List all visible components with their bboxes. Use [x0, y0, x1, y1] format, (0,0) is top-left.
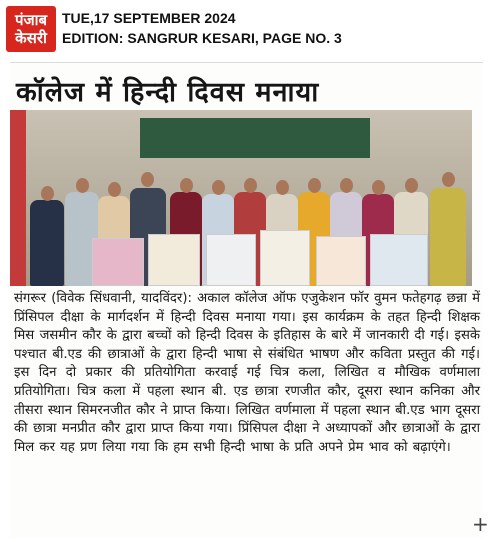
edition-info: EDITION: SANGRUR KESARI, PAGE NO. 3	[62, 30, 342, 46]
photo-head	[108, 182, 121, 197]
news-clipping	[10, 62, 483, 538]
article-body: संगरूर (विवेक सिंधवानी, यादविंदर): अकाल कॉलेज ऑफ एजुकेशन फॉर वुमन फतेहगढ़ छन्ना में प्रिंसिपल दीक्षा के मार्गदर्शन में हिन्दी दिवस मनाया गया। इस कार्यक्रम के तहत हिन्दी शिक्षक मिस जसमीन कौर के द्वारा बच्चों को हिन्दी दिवस के इतिहास के बारे में जानकारी दी गई। इसके पश्चात बी.एड की छात्राओं के द्वारा हिन्दी भाषा से संबंधित भाषण और कविता प्रस्तुत की गई। इस दिन दो प्रकार की प्रतियोगिता करवाई गई चित्र कला, लिखित व मौखिक वर्णमाला प्रतियोगिता। चित्र कला में पहला स्थान बी. एड छात्रा रणजीत कौर, दूसरा स्थान कनिका और तीसरा स्थान सिमरनजीत कौर ने प्राप्त किया। लिखित वर्णमाला में पहला स्थान बी.एड भाग दूसरा की छात्रा मनप्रीत कौर द्वारा प्राप्त किया गया। प्रिंसिपल दीक्षा ने अध्यापकों और छात्राओं के द्वारा मिल कर यह प्रण लिया गया कि हम सभी हिन्दी भाषा के प्रति अपने प्रेम भाव को बढ़ाएंगे।	[14, 291, 480, 455]
page-header	[0, 0, 493, 58]
photo-head	[442, 172, 455, 187]
photo-drawing	[92, 238, 144, 286]
article-photo	[10, 110, 472, 286]
photo-head	[244, 178, 257, 193]
plus-icon[interactable]: +	[472, 512, 489, 536]
article-headline: कॉलेज में हिन्दी दिवस मनाया	[16, 77, 320, 108]
photo-person	[430, 188, 466, 286]
publication-date: TUE,17 SEPTEMBER 2024	[62, 10, 236, 26]
photo-curtain	[10, 110, 26, 286]
photo-head	[212, 180, 225, 195]
logo-line-1: पंजाब	[14, 11, 48, 29]
photo-head	[340, 178, 353, 193]
photo-board	[140, 118, 370, 158]
photo-head	[141, 172, 154, 187]
clipping-top-edge	[10, 62, 483, 69]
photo-head	[405, 178, 418, 193]
photo-head	[41, 186, 54, 201]
photo-drawing	[260, 230, 310, 286]
newspaper-logo	[6, 6, 56, 52]
photo-person	[30, 200, 64, 286]
photo-drawing	[316, 236, 366, 286]
photo-head	[76, 178, 89, 193]
photo-drawing	[148, 234, 200, 286]
photo-drawing	[206, 234, 256, 286]
logo-line-2: केसरी	[15, 29, 47, 47]
photo-head	[180, 178, 193, 193]
photo-head	[276, 180, 289, 195]
photo-head	[308, 178, 321, 193]
edition-meta	[62, 8, 342, 48]
photo-drawing	[370, 234, 428, 286]
photo-head	[372, 180, 385, 195]
